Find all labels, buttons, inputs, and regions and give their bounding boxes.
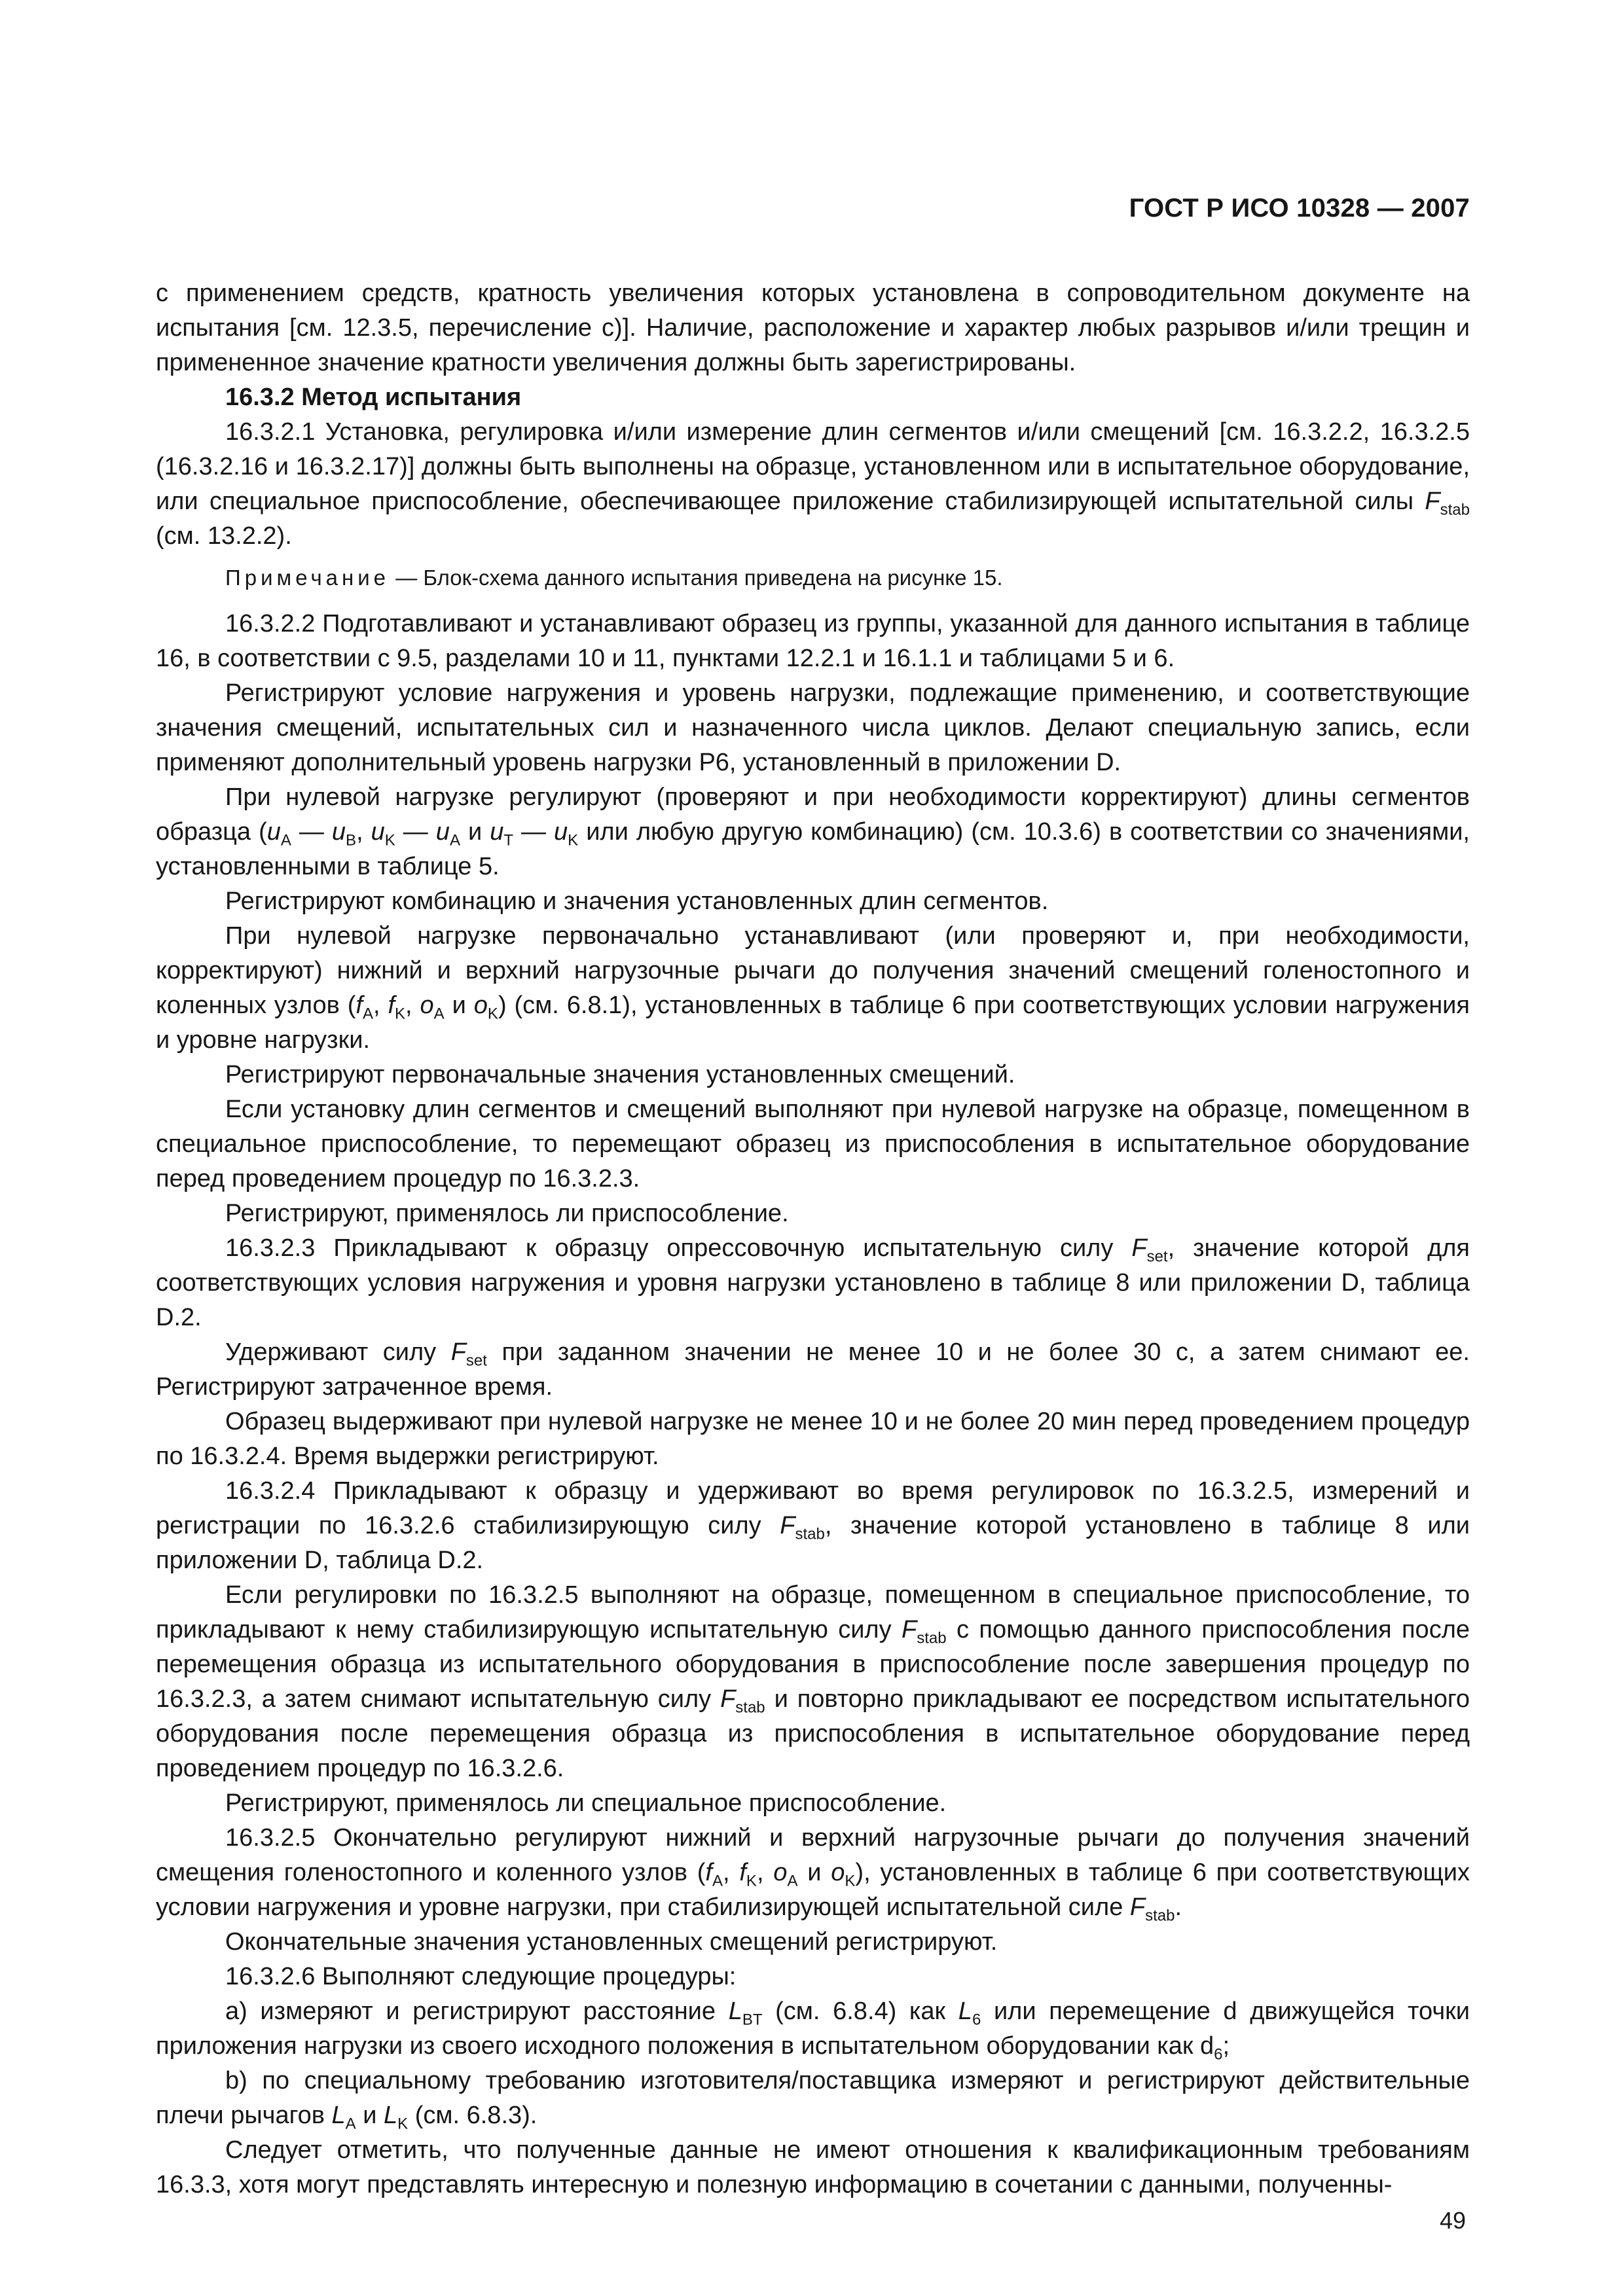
body-text: [156, 276, 1470, 2202]
paragraph: При нулевой нагрузке регулируют (проверяют и при необходимости корректируют) длины сегментов образца ($u_A$ — $u_B$, $u_K$ — $u_A$ и $u_T$ — $u_K$ или любую другую комбинацию) (см. 10.3.6) в соответствии со значениями, установленными в таблице 5.: [156, 783, 1470, 880]
paragraph: Регистрируют, применялось ли специальное приспособление.: [225, 1789, 947, 1817]
paragraph: Если регулировки по 16.3.2.5 выполняют на образце, помещенном в специальное приспособление, то прикладывают к нему стабилизирующую испытательную силу $F_{stab}$ с помощью данного приспособления после перемещения образца из испытательного оборудования в приспособление после завершения процедур по 16.3.2.3, а затем снимают испытательную силу $F_{stab}$ и повторно прикладывают ее посредством испытательного оборудования после перемещения образца из приспособления в испытательное оборудование перед проведением процедур по 16.3.2.6.: [156, 1581, 1470, 1782]
paragraph: 16.3.2.2 Подготавливают и устанавливают образец из группы, указанной для данного испытания в таблице 16, в соответствии с 9.5, разделами 10 и 11, пунктами 12.2.1 и 16.1.1 и таблицами 5 и 6.: [156, 610, 1470, 672]
paragraph: с применением средств, кратность увеличения которых установлена в сопроводительном документе на испытания [см. 12.3.5, перечисление с)]. Наличие, расположение и характер любых разрывов и/или трещин и примененное значение кратности увеличения должны быть зарегистрированы.: [156, 279, 1470, 376]
page-number: 49: [1439, 2207, 1466, 2234]
list-item: b) по специальному требованию изготовителя/поставщика измеряют и регистрируют действительные плечи рычагов $L_A$ и $L_K$ (см. 6.8.3).: [156, 2067, 1470, 2133]
paragraph: Удерживают силу $F_{set}$ при заданном значении не менее 10 и не более 30 с, а затем снимают ее. Регистрируют затраченное время.: [156, 1338, 1470, 1401]
paragraph: Следует отметить, что полученные данные не имеют отношения к квалификационным требованиям 16.3.3, хотя могут представлять интересную и полезную информацию в сочетании с данными, полученны-: [156, 2136, 1470, 2198]
paragraph: 16.3.2.6 Выполняют следующие процедуры:: [225, 1963, 737, 1990]
paragraph: Регистрируют, применялось ли приспособление.: [225, 1200, 789, 1227]
list-item: а) измеряют и регистрируют расстояние $L_{BT}$ (см. 6.8.4) как $L_6$ или перемещение d движущейся точки приложения нагрузки из своего исходного положения в испытательном оборудовании как $d_6$;: [156, 1998, 1470, 2064]
paragraph: Регистрируют первоначальные значения установленных смещений.: [225, 1061, 1015, 1088]
paragraph: 16.3.2.5 Окончательно регулируют нижний и верхний нагрузочные рычаги до получения значений смещения голеностопного и коленного узлов ($f_A$, $f_K$, $o_A$ и $o_K$), установленных в таблице 6 при соответствующих условии нагружения и уровне нагрузки, при стабилизирующей испытательной силе $F_{stab}$.: [156, 1824, 1470, 1925]
paragraph: При нулевой нагрузке первоначально устанавливают (или проверяют и, при необходимости, корректируют) нижний и верхний нагрузочные рычаги до получения значений смещений голеностопного и коленных узлов ($f_A$, $f_K$, $o_A$ и $o_K$) (см. 6.8.1), установленных в таблице 6 при соответствующих условии нагружения и уровне нагрузки.: [156, 922, 1470, 1054]
note: Примечание — Блок-схема данного испытания приведена на рисунке 15.: [225, 565, 1003, 590]
paragraph: Образец выдерживают при нулевой нагрузке не менее 10 и не более 20 мин перед проведением процедур по 16.3.2.4. Время выдержки регистрируют.: [156, 1408, 1470, 1470]
paragraph: 16.3.2.1 Установка, регулировка и/или измерение длин сегментов и/или смещений [см. 16.3.2.2, 16.3.2.5 (16.3.2.16 и 16.3.2.17)] должны быть выполнены на образце, установленном или в испытательное оборудование, или специальное приспособление, обеспечивающее приложение стабилизирующей испытательной силы $F_{stab}$ (см. 13.2.2).: [156, 418, 1470, 550]
paragraph: Регистрируют комбинацию и значения установленных длин сегментов.: [225, 888, 1049, 915]
paragraph: Регистрируют условие нагружения и уровень нагрузки, подлежащие применению, и соответствующие значения смещений, испытательных сил и назначенного числа циклов. Делают специальную запись, если применяют дополнительный уровень нагрузки Р6, установленный в приложении D.: [156, 679, 1470, 776]
paragraph: 16.3.2.3 Прикладывают к образцу опрессовочную испытательную силу $F_{set}$, значение которой для соответствующих условия нагружения и уровня нагрузки установлено в таблице 8 или приложении D, таблица D.2.: [156, 1234, 1470, 1331]
document-code-header: ГОСТ Р ИСО 10328 — 2007: [1129, 194, 1470, 223]
paragraph: Окончательные значения установленных смещений регистрируют.: [225, 1928, 998, 1956]
paragraph: 16.3.2.4 Прикладывают к образцу и удерживают во время регулировок по 16.3.2.5, измерений и регистрации по 16.3.2.6 стабилизирующую силу $F_{stab}$, значение которой установлено в таблице 8 или приложении D, таблица D.2.: [156, 1477, 1470, 1574]
section-heading: 16.3.2 Метод испытания: [225, 384, 522, 411]
paragraph: Если установку длин сегментов и смещений выполняют при нулевой нагрузке на образце, помещенном в специальное приспособление, то перемещают образец из приспособления в испытательное оборудование перед проведением процедур по 16.3.2.3.: [156, 1096, 1470, 1193]
